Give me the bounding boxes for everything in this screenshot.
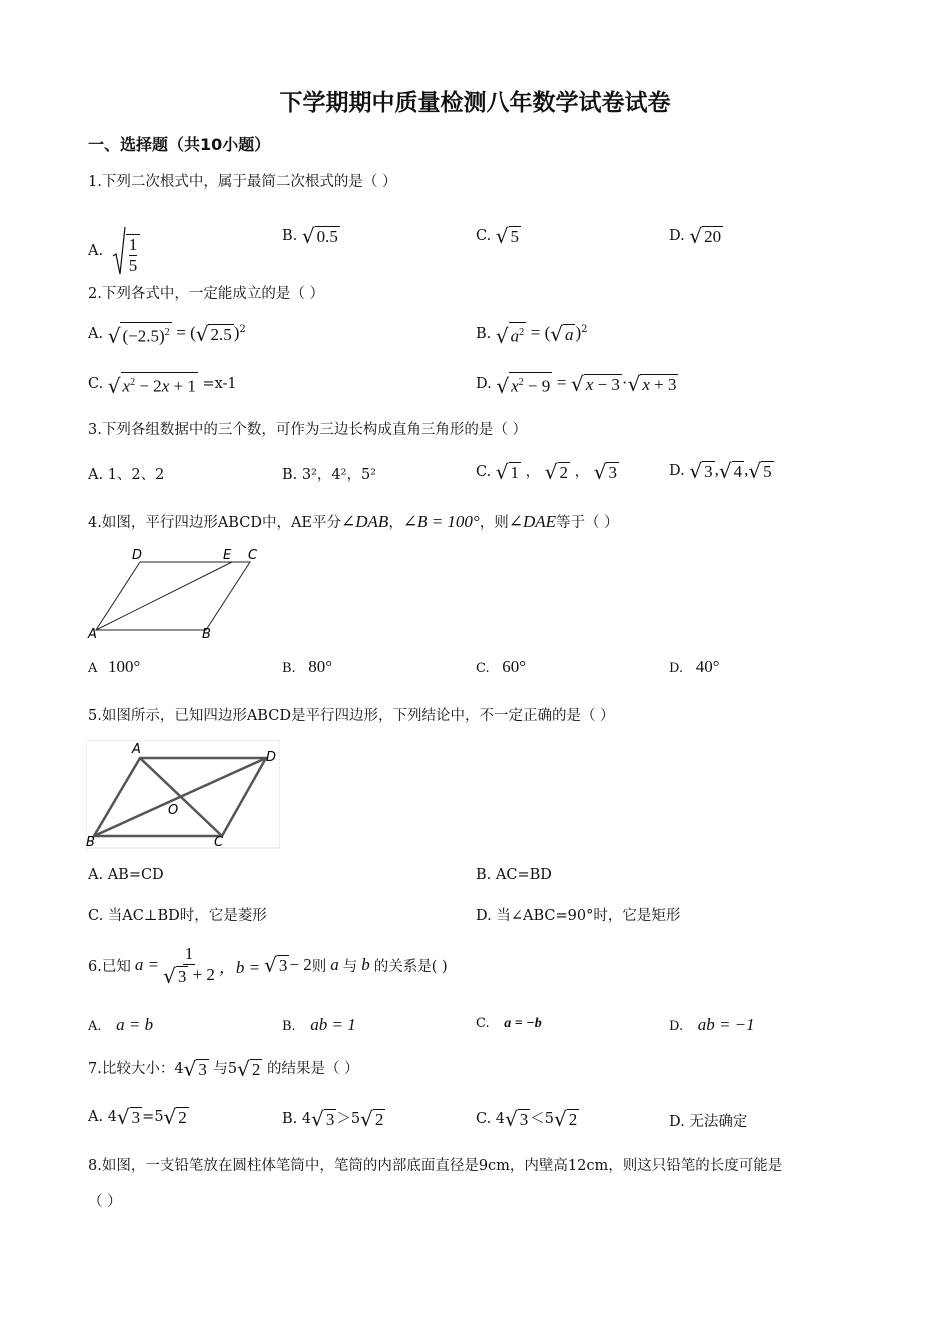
- q4-label-b: B: [202, 627, 211, 642]
- q2-option-a: A. √ $(-2.5)^2$ = ( √ 2.5 )$^2$: [88, 321, 246, 348]
- q6-b-tail: − 2: [289, 955, 312, 975]
- q4-stem-mid: ，则: [479, 515, 509, 531]
- q2-option-d: D. √ $x^2 - 9$ = √ x − 3 · √ x + 3: [476, 371, 677, 398]
- question-8-answer-paren: （ ）: [88, 1194, 122, 1210]
- question-2-stem: 2.下列各式中，一定能成立的是（ ）: [88, 286, 324, 302]
- q4-stem-pre: 4.如图，平行四边形ABCD中，AE平分: [88, 515, 342, 531]
- q1-option-b-label: B.: [282, 228, 298, 244]
- q5-label-c: C: [214, 835, 224, 850]
- q4-label-e: E: [223, 548, 232, 563]
- q1-option-c: C. √ 5: [476, 224, 520, 248]
- q6-d-value: ab = −1: [697, 1015, 755, 1034]
- question-7-stem: 7.比较大小：4 √ 3 与5 √ 2 的结果是（ ）: [88, 1057, 359, 1081]
- q7-option-b-label: B. 4: [282, 1111, 312, 1127]
- q1-option-c-label: C.: [476, 228, 492, 244]
- q4-label-a: A: [88, 627, 97, 642]
- q4-option-c-label: C.: [476, 661, 490, 676]
- q5-label-d: D: [266, 750, 277, 765]
- q5-label-a: A: [132, 742, 141, 757]
- q6-a-value: a = b: [116, 1015, 154, 1034]
- q1-a-denominator: 5: [128, 256, 138, 275]
- page-title: 下学期期中质量检测八年数学试卷试卷: [279, 90, 671, 116]
- q6-option-b: [282, 1015, 356, 1035]
- q6-var-b: b: [361, 955, 370, 975]
- q6-b-value: ab = 1: [310, 1015, 356, 1034]
- q6-option-c: [476, 1015, 542, 1032]
- q1-option-a-label: A.: [88, 243, 104, 259]
- q6-stem-post: 的关系是( ): [373, 958, 448, 975]
- q4-parallelogram-figure: [86, 548, 266, 644]
- q7-option-a: A. 4 √ 3 =5 √ 2: [88, 1105, 187, 1129]
- q6-option-a: [88, 1015, 153, 1035]
- q7-option-a-label: A. 4: [88, 1109, 117, 1125]
- q7-stem-mid: 与5: [213, 1061, 238, 1077]
- q4-angle-dae: ∠DAE: [508, 512, 557, 531]
- q3-option-c-label: C.: [476, 464, 492, 480]
- question-4-stem: 4.如图，平行四边形ABCD中，AE平分∠DAB，∠B = 100°，则∠DAE等于（ ）: [88, 512, 619, 531]
- q4-a-value: 100°: [108, 657, 141, 676]
- q7-b-op: ＞5: [336, 1111, 361, 1127]
- q4-option-c: [476, 657, 526, 677]
- q4-option-a-label: A: [88, 661, 98, 676]
- q7-option-d: D. 无法确定: [669, 1114, 748, 1130]
- q7-option-c: C. 4 √ 3 ＜5 √ 2: [476, 1107, 578, 1131]
- q3-option-d: D. √ 3 , √ 4 , √ 5: [669, 459, 772, 483]
- q6-option-d-label: D.: [669, 1019, 684, 1034]
- q4-label-c: C: [248, 548, 258, 563]
- q3-option-c: C. √ 1 ， √ 2 ， √ 3: [476, 460, 617, 484]
- q2-option-c-label: C.: [88, 375, 104, 392]
- question-6-stem: 6.已知 a = 1 √ 3 + 2 ，b = √ 3 − 2 则 a 与 b 的关系是( ): [88, 944, 448, 989]
- q1-c-value: 5: [510, 227, 520, 246]
- q2-option-d-label: D.: [476, 375, 492, 392]
- q6-option-d: [669, 1015, 755, 1035]
- q4-option-d: [669, 657, 720, 677]
- q5-parallelogram-figure: [86, 740, 280, 850]
- q2-option-b-label: B.: [476, 325, 492, 342]
- q6-b-equation: ，b =: [218, 957, 261, 977]
- q1-option-b: B. √ 0.5: [282, 224, 338, 248]
- q3-option-d-label: D.: [669, 463, 685, 479]
- q3-option-a: A. 1、2、2: [88, 467, 165, 483]
- q6-stem-mid: 则: [311, 958, 327, 975]
- q2-option-a-label: A.: [88, 325, 104, 342]
- q6-c-value: a = −b: [504, 1016, 542, 1031]
- q4-angle-dab: ∠DAB: [341, 512, 389, 531]
- q6-option-a-label: A.: [88, 1019, 102, 1034]
- q7-a-op: =5: [142, 1109, 164, 1125]
- q6-fraction-numerator: 1: [184, 944, 194, 963]
- q1-option-a-math: [112, 226, 141, 276]
- q4-label-d: D: [132, 548, 143, 563]
- q4-stem-post: 等于（ ）: [556, 515, 619, 531]
- q5-option-a: A. AB=CD: [88, 867, 164, 883]
- q4-option-a: [88, 657, 140, 677]
- q1-option-d: D. √ 20: [669, 224, 722, 248]
- q1-option-d-label: D.: [669, 228, 685, 244]
- q4-option-b: [282, 657, 332, 677]
- q5-label-o: O: [168, 803, 179, 818]
- q7-c-op: ＜5: [530, 1111, 555, 1127]
- q6-option-c-label: C.: [476, 1016, 490, 1031]
- q4-option-d-label: D.: [669, 661, 684, 676]
- q5-option-c: C. 当AC⊥BD时，它是菱形: [88, 908, 267, 924]
- q2-c-tail: =x-1: [202, 375, 237, 392]
- q2-option-b: B. √ $a^2$ = ( √ a )$^2$: [476, 321, 588, 348]
- q4-c-value: 60°: [502, 657, 527, 676]
- q5-option-d: D. 当∠ABC=90°时，它是矩形: [476, 908, 681, 924]
- q7-option-c-label: C. 4: [476, 1111, 506, 1127]
- q1-a-numerator: 1: [128, 235, 138, 254]
- question-3-stem: 3.下列各组数据中的三个数，可作为三边长构成直角三角形的是（ ）: [88, 422, 527, 438]
- radical-sign-icon: [112, 226, 126, 276]
- q2-option-c: C. √ $x^2 - 2x + 1$ =x-1: [88, 373, 237, 398]
- q4-angle-b: ∠B = 100°: [402, 512, 480, 531]
- q7-stem-pre: 7.比较大小：4: [88, 1061, 184, 1077]
- q6-stem-mid2: 与: [342, 958, 358, 975]
- q1-d-value: 20: [704, 227, 722, 246]
- q6-var-a: a: [330, 955, 339, 975]
- q5-label-b: B: [86, 835, 95, 850]
- q3-option-b: B. 3²，4²，5²: [282, 467, 376, 483]
- q6-fraction: 1 √ 3 + 2: [163, 944, 215, 989]
- question-8-stem: 8.如图，一支铅笔放在圆柱体笔筒中，笔筒的内部底面直径是9cm，内壁高12cm，则这只铅笔的长度可能是: [88, 1158, 783, 1174]
- q5-option-b: B. AC=BD: [476, 867, 552, 883]
- q4-d-value: 40°: [695, 657, 720, 676]
- q6-a-equation: a =: [134, 955, 160, 975]
- q1-b-value: 0.5: [316, 227, 338, 246]
- section-heading: 一、选择题（共10小题）: [88, 135, 271, 154]
- question-5-stem: 5.如图所示，已知四边形ABCD是平行四边形，下列结论中，不一定正确的是（ ）: [88, 708, 615, 724]
- q4-b-value: 80°: [308, 657, 333, 676]
- q1-option-a: [88, 226, 140, 276]
- q6-option-b-label: B.: [282, 1019, 296, 1034]
- q7-stem-post: 的结果是（ ）: [267, 1061, 359, 1077]
- q6-stem-pre: 6.已知: [88, 958, 131, 975]
- q7-option-b: B. 4 √ 3 ＞5 √ 2: [282, 1107, 384, 1131]
- q4-option-b-label: B.: [282, 661, 296, 676]
- question-1-stem: 1.下列二次根式中，属于最简二次根式的是（ ）: [88, 174, 397, 190]
